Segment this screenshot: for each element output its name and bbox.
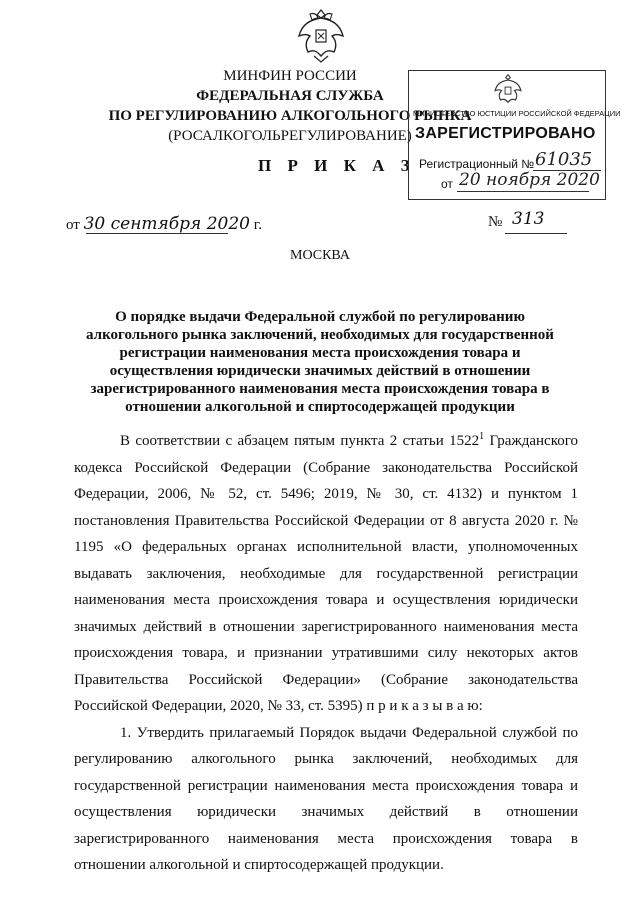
ministry-line-1: МИНФИН РОССИИ bbox=[223, 68, 357, 84]
agency-abbreviation: (РОСАЛКОГОЛЬРЕГУЛИРОВАНИЕ) bbox=[168, 128, 412, 144]
paragraph-preamble bbox=[74, 428, 578, 720]
stamp-date-underline bbox=[457, 191, 589, 192]
agency-name-line-1: ФЕДЕРАЛЬНАЯ СЛУЖБА bbox=[196, 88, 384, 104]
agency-name-line-2: ПО РЕГУЛИРОВАНИЮ АЛКОГОЛЬНОГО РЫНКА bbox=[108, 108, 472, 124]
paragraph-item-1: 1. Утвердить прилагаемый Порядок выдачи Федеральной службой по регулированию алкогольного рынка заключений, необходимых для государственной регистрации наименования места происхождения товара и осуществления юридически значимых действий в отношении зарегистрированного наименования места происхождения товара в отношении алкогольной и спиртосодержащей продукции. bbox=[74, 724, 578, 873]
registration-stamp bbox=[408, 70, 621, 200]
preamble-text-end: Гражданского кодекса Российской Федерации (Собрание законодательства Российской Федерации, 2006, № 52, ст. 5496; 2019, № 30, ст. 4132) и пунктом 1 постановления Правительства Российской Федерации от 8 августа 2020 г. № 1195 «О федеральных органах исполнительной власти, уполномоченных выдавать заключения, необходимые для государственной регистрации наименования места происхождения товара и осуществления юридически значимых действий в отношении зарегистрированного наименования места происхождения товара, и признании утратившими силу некоторых актов Правительства Российской Федерации» (Собрание законодательства Российской Федерации, 2020, № 33, ст. 5395) п р и к а з ы в а ю: bbox=[74, 433, 579, 714]
stamp-reg-number-label: Регистрационный № bbox=[419, 157, 535, 171]
stamp-authority: МИНИСТЕРСТВО ЮСТИЦИИ РОССИЙСКОЙ ФЕДЕРАЦИИ bbox=[413, 109, 621, 118]
stamp-reg-number: 61035 bbox=[535, 149, 593, 170]
order-number-label: № bbox=[488, 214, 503, 230]
order-date-line bbox=[66, 214, 262, 234]
coat-of-arms-icon bbox=[296, 6, 346, 64]
document-title: О порядке выдачи Федеральной службой по регулированию алкогольного рынка заключений, необходимых для государственной регистрации наименования места происхождения товара и осуществления юридически значимых действий в отношении зарегистрированного наименования места происхождения товара в отношении алкогольной и спиртосодержащей продукции bbox=[86, 309, 554, 415]
order-number: 313 bbox=[512, 209, 545, 229]
stamp-date: 20 ноября 2020 bbox=[459, 170, 600, 190]
order-date-prefix: от bbox=[66, 217, 80, 233]
stamp-registered-label: ЗАРЕГИСТРИРОВАНО bbox=[415, 125, 596, 142]
preamble-text-start: В соответствии с абзацем пятым пункта 2 статьи 1522 bbox=[120, 433, 480, 449]
document-type: П Р И К А З bbox=[258, 156, 416, 175]
order-date: 30 сентября 2020 bbox=[83, 214, 250, 234]
city: МОСКВА bbox=[290, 248, 350, 263]
stamp-date-label: от bbox=[441, 177, 453, 191]
order-date-suffix: г. bbox=[253, 217, 262, 233]
order-number-underline bbox=[505, 233, 567, 234]
stamp-coat-of-arms-icon bbox=[493, 73, 523, 107]
article-superscript: 1 bbox=[479, 431, 485, 442]
document-body bbox=[74, 428, 578, 879]
order-date-underline bbox=[86, 233, 228, 234]
